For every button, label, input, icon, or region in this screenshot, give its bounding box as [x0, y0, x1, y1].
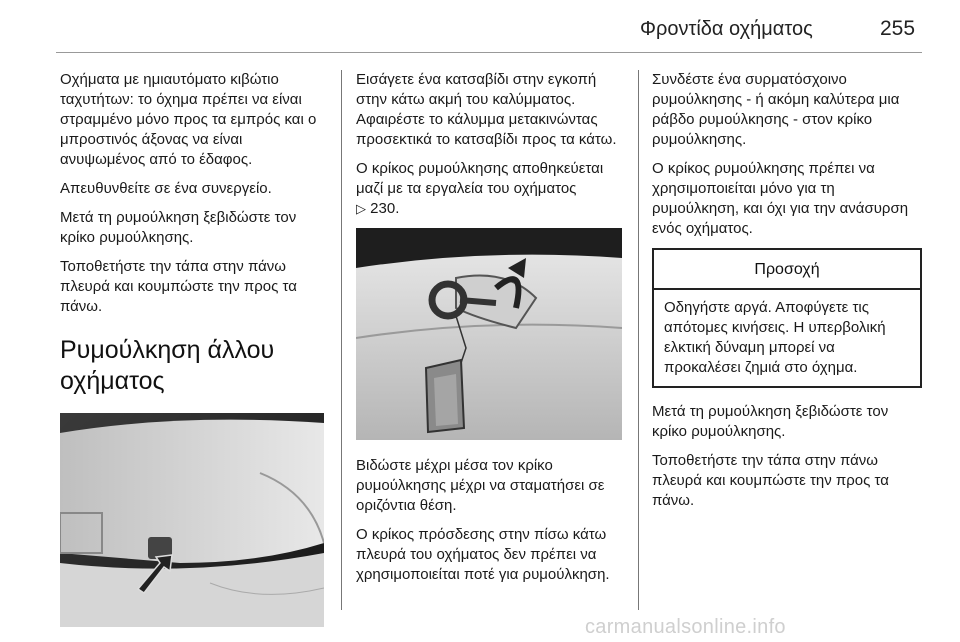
- paragraph: Μετά τη ρυμούλκηση ξεβιδώστε τον κρίκο ρυμούλκησης.: [652, 403, 889, 440]
- paragraph: Συνδέστε ένα συρματόσχοινο ρυμούλκησης - ή ακόμη καλύτερα μια ράβδο ρυμούλκησης - στον κρίκο ρυμούλκησης.: [652, 71, 900, 148]
- paragraph: [356, 159, 628, 219]
- caution-body: Οδηγήστε αργά. Αποφύγετε τις απότομες κινήσεις. Η υπερβολική ελκτική δύναμη μπορεί να προκαλέσει ζημιά στο όχημα.: [664, 299, 886, 376]
- caution-title: Προσοχή: [654, 250, 920, 290]
- caution-box: [652, 248, 922, 388]
- paragraph: Ο κρίκος ρυμούλκησης πρέπει να χρησιμοποιείται μόνο για τη ρυμούλκηση, και όχι για την ανάσυρση ενός οχήματος.: [652, 160, 909, 237]
- paragraph: Βιδώστε μέχρι μέσα τον κρίκο ρυμούλκησης μέχρι να σταματήσει σε οριζόντια θέση.: [356, 457, 605, 514]
- column-3: [652, 70, 924, 520]
- figure-tow-hook-install: [356, 228, 622, 440]
- paragraph: Απευθυνθείτε σε ένα συνεργείο.: [60, 180, 272, 197]
- column-divider-left: [341, 70, 342, 610]
- header-divider: [56, 52, 922, 53]
- rear-bumper-illustration: [60, 413, 324, 627]
- paragraph: Μετά τη ρυμούλκηση ξεβιδώστε τον κρίκο ρυμούλκησης.: [60, 209, 297, 246]
- paragraph: Εισάγετε ένα κατσαβίδι στην εγκοπή στην κάτω ακμή του καλύμματος. Αφαιρέστε το κάλυμμα μετακινώντας προσεκτικά το κατσαβίδι προς τα κάτω.: [356, 71, 617, 148]
- paragraph: Τοποθετήστε την τάπα στην πάνω πλευρά και κουμπώστε την προς τα πάνω.: [60, 258, 297, 315]
- paragraph: Τοποθετήστε την τάπα στην πάνω πλευρά και κουμπώστε την προς τα πάνω.: [652, 452, 889, 509]
- figure-rear-bumper-tow-eye: [60, 413, 324, 627]
- paragraph: Ο κρίκος πρόσδεσης στην πίσω κάτω πλευρά του οχήματος δεν πρέπει να χρησιμοποιείται ποτέ για ρυμούλκηση.: [356, 526, 610, 583]
- watermark: carmanualsonline.info: [585, 616, 786, 638]
- column-2: [356, 70, 628, 594]
- column-divider-right: [638, 70, 639, 610]
- page-reference[interactable]: 230.: [370, 200, 400, 217]
- arrow-reference-icon: ▷: [356, 201, 366, 216]
- page-number: 255: [880, 17, 916, 40]
- tow-hook-illustration: [356, 228, 622, 440]
- paragraph-text: Ο κρίκος ρυμούλκησης αποθηκεύεται μαζί με τα εργαλεία του οχήματος: [356, 160, 604, 197]
- section-heading: Ρυμούλκηση άλλου οχήματος: [60, 336, 275, 395]
- page-header-title: Φροντίδα οχήματος: [640, 18, 813, 40]
- paragraph: Οχήματα με ημιαυτόματο κιβώτιο ταχυτήτων: το όχημα πρέπει να είναι στραμμένο μόνο προς τα εμπρός και ο μπροστινός άξονας να είναι ανυψωμένος από το έδαφος.: [60, 71, 317, 168]
- column-1: [60, 70, 330, 627]
